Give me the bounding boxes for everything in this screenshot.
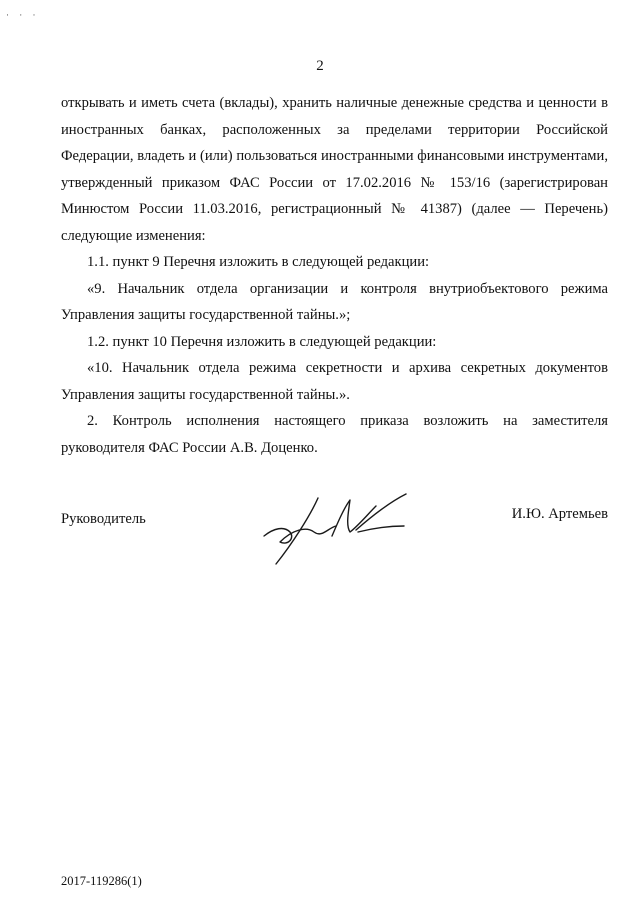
paragraph-list-amendments: открывать и иметь счета (вклады), хранить наличные денежные средства и ценности в иностранных банках, расположенных за пределами территории Российской Федерации, владеть и (или) пользоваться иностранными финансовыми инструментами, утвержденный приказом ФАС России от 17.02.2016 № 153/16 (зарегистрирован Минюстом России 11.03.2016, регистрационный № 41387) (далее — Перечень) следующие изменения: — [61, 95, 608, 244]
signatory-name: И.Ю. Артемьев — [511, 506, 608, 522]
handwritten-signature — [262, 490, 412, 570]
paragraph-control: 2. Контроль исполнения настоящего приказа возложить на заместителя руководителя ФАС России А.В. Доценко. — [61, 413, 608, 456]
page-number: 2 — [316, 58, 324, 74]
document-registration-number: 2017-119286(1) — [61, 874, 142, 888]
paragraph-item-1-1: 1.1. пункт 9 Перечня изложить в следующей редакции: — [87, 254, 430, 270]
paragraph-item-10-text: «10. Начальник отдела режима секретности и архива секретных документов Управления защиты государственной тайны.». — [61, 360, 608, 403]
document-body — [61, 90, 608, 461]
paragraph-item-9-text: «9. Начальник отдела организации и контроля внутриобъектового режима Управления защиты государственной тайны.»; — [61, 280, 608, 323]
scan-corner-marks: · · · — [6, 10, 40, 20]
signatory-title: Руководитель — [61, 511, 146, 527]
paragraph-item-1-2: 1.2. пункт 10 Перечня изложить в следующей редакции: — [87, 333, 437, 350]
